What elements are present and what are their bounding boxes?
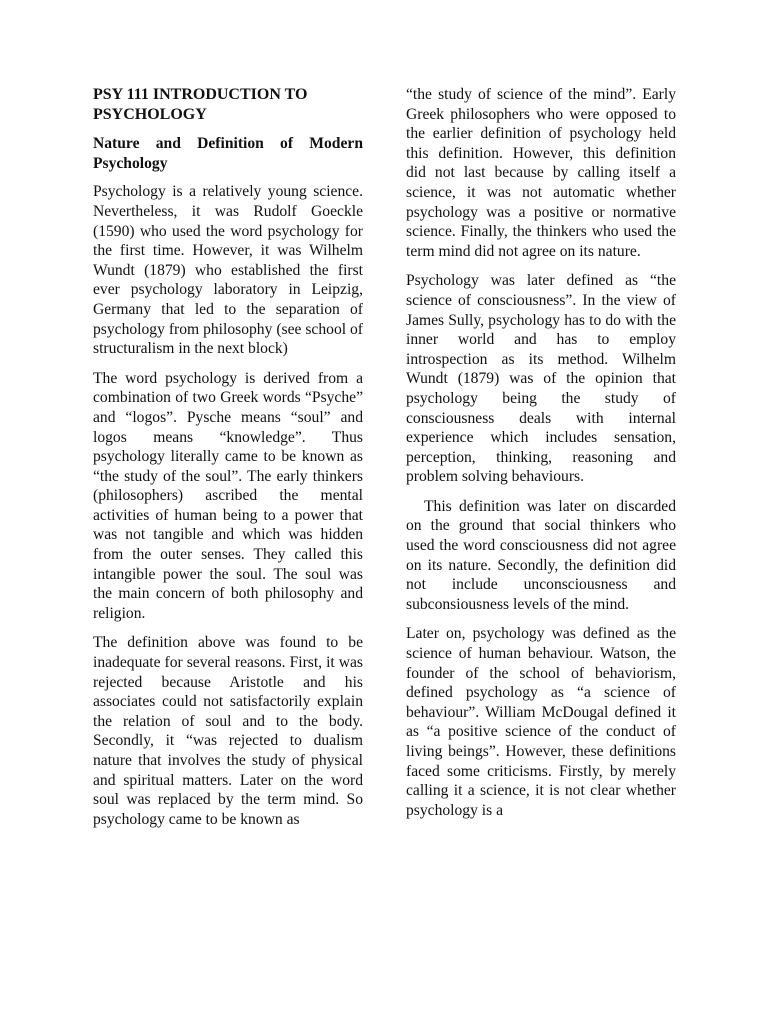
paragraph: Psychology was later defined as “the science of consciousness”. In the view of James Sully, psychology has to do with the inner world and has to employ introspection as its method. Wilhelm Wundt (1879) was of the opinion that psychology being the study of consciousness deals with internal experience which includes sensation, perception, thinking, reasoning and problem solving behaviours. — [406, 272, 676, 486]
paragraph: Psychology is a relatively young science. Nevertheless, it was Rudolf Goeckle (1590) who used the word psychology for the first time. However, it was Wilhelm Wundt (1879) who established the first ever psychology laboratory in Leipzig, Germany that led to the separation of psychology from philosophy (see school of structuralism in the next block) — [93, 183, 363, 358]
paragraph: This definition was later on discarded on the ground that social thinkers who used the word consciousness did not agree on its nature. Secondly, the definition did not include unconsciousness and subconsiousness levels of the mind. — [406, 497, 676, 613]
section-heading: Nature and Definition of Modern Psychology — [93, 135, 363, 172]
paragraph: “the study of science of the mind”. Early Greek philosophers who were opposed to the earlier definition of psychology held this definition. However, this definition did not last because by calling itself a science, it was not automatic whether psychology was a positive or normative science. Finally, the thinkers who used the term mind did not agree on its nature. — [406, 86, 676, 260]
left-column — [93, 85, 363, 839]
right-column — [406, 85, 676, 830]
paragraph: The word psychology is derived from a combination of two Greek words “Psyche” and “logos”. Pysche means “soul” and logos means “knowledge”. Thus psychology literally came to be known as “the study of the soul”. The early thinkers (philosophers) ascribed the mental activities of human being to a power that was not tangible and which was hidden from the outer senses. They called this intangible power the soul. The soul was the main concern of both philosophy and religion. — [93, 369, 363, 622]
document-title: PSY 111 INTRODUCTION TO PSYCHOLOGY — [93, 86, 308, 123]
paragraph: The definition above was found to be inadequate for several reasons. First, it was rejected because Aristotle and his associates could not satisfactorily explain the relation of soul and to the body. Secondly, it “was rejected to dualism nature that involves the study of physical and spiritual matters. Later on the word soul was replaced by the term mind. So psychology came to be known as — [93, 634, 363, 828]
paragraph: Later on, psychology was defined as the science of human behaviour. Watson, the founder of the school of behaviorism, defined psychology as “a science of behaviour”. William McDougal defined it as “a positive science of the conduct of living beings”. However, these definitions faced some criticisms. Firstly, by merely calling it a science, it is not clear whether psychology is a — [406, 625, 676, 819]
